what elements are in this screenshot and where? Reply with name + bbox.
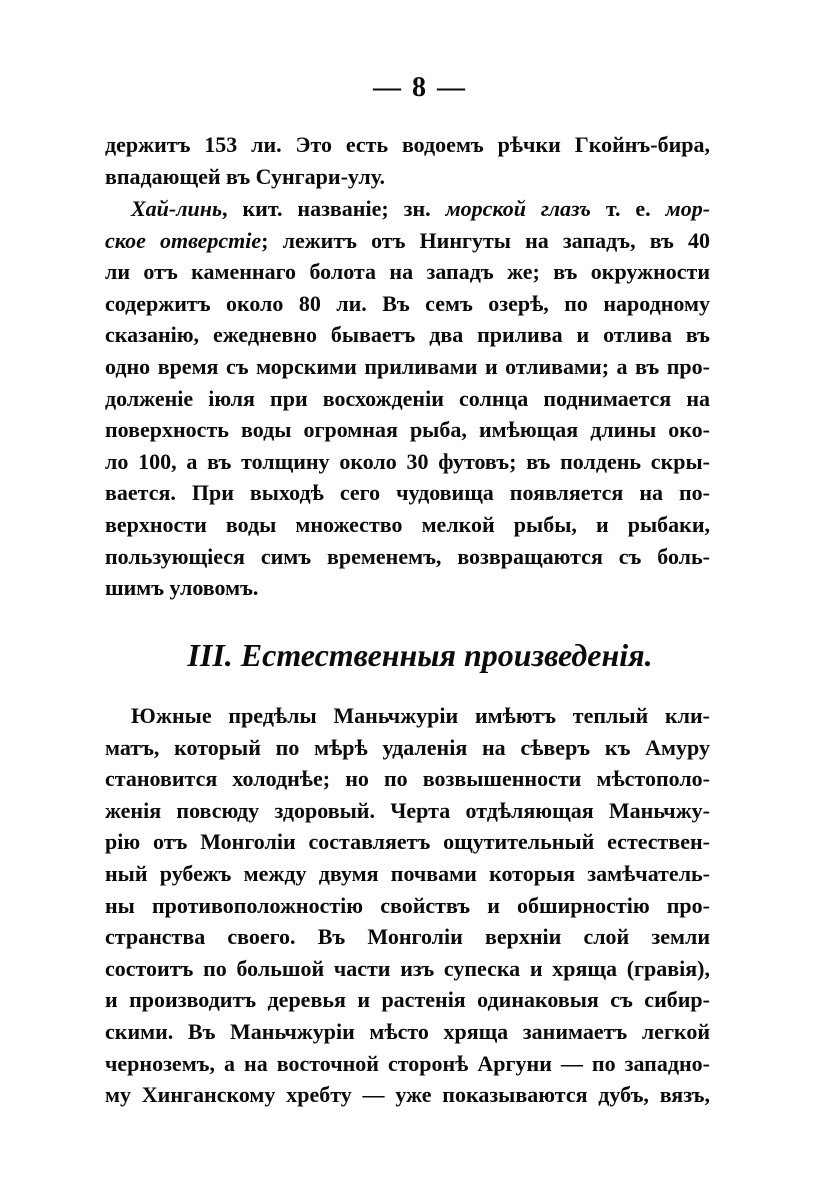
section-heading: III. Естественныя произведенія.: [187, 637, 653, 673]
paragraph-continuation: [105, 129, 710, 192]
text-line: долженіе іюля при восхожденіи солнца поднимается на: [105, 385, 710, 411]
italic-term: Хай-линь: [131, 196, 223, 221]
text-line: скими. Въ Маньчжуріи мѣсто хряща занимаетъ легкой: [105, 1018, 710, 1044]
text-line: Южные предѣлы Маньчжуріи имѣютъ теплый кли-: [131, 703, 710, 728]
text-line: [105, 193, 710, 225]
text-line: ный рубежъ между двумя почвами которыя замѣчатель-: [105, 860, 710, 886]
text-fragment: т. е.: [605, 196, 651, 221]
paragraph-hai-lin: [105, 193, 710, 604]
text-line: состоитъ по большой части изъ супеска и хряща (гравія),: [105, 955, 710, 981]
text-line: ло 100, а въ толщину около 30 футовъ; въ полдень скры-: [105, 448, 710, 474]
text-fragment: , кит. названіе; зн.: [222, 196, 431, 221]
italic-term: мор-: [665, 196, 711, 221]
text-line: содержитъ около 80 ли. Въ семъ озерѣ, по народному: [105, 290, 710, 316]
text-line: пользующіеся симъ временемъ, возвращаются съ боль-: [105, 543, 710, 569]
text-line: поверхность воды огромная рыба, имѣющая длины око-: [105, 417, 710, 443]
text-line: и производитъ деревья и растенія одинаковыя съ сибир-: [105, 987, 710, 1013]
italic-term: ское отверстіе: [105, 227, 262, 253]
text-line: сказанію, ежедневно бываетъ два прилива и отлива въ: [105, 322, 710, 348]
text-line: вается. При выходѣ сего чудовища появляется на по-: [105, 480, 710, 506]
text-line: ли отъ каменнаго болота на западъ же; въ окружности: [105, 259, 710, 285]
text-line: рію отъ Монголіи составляетъ ощутительный естествен-: [105, 829, 710, 855]
text-line: становится холоднѣе; но по возвышенности мѣстополо-: [105, 766, 710, 792]
text-line: матъ, который по мѣрѣ удаленія на сѣверъ къ Амуру: [105, 734, 710, 760]
italic-term: морской глазъ: [445, 196, 591, 221]
text-line: держитъ 153 ли. Это есть водоемъ рѣчки Гкойнъ-бира,: [105, 132, 710, 157]
text-fragment: ; лежитъ отъ Нингуты на западъ, въ 40: [261, 227, 710, 253]
text-line: ны противоположностію свойствъ и обширностію про-: [105, 892, 710, 918]
text-line: странства своего. Въ Монголіи верхніи слой земли: [105, 924, 710, 950]
text-line: черноземъ, а на восточной сторонѣ Аргуни — по западно-: [105, 1050, 710, 1076]
text-line: верхности воды множество мелкой рыбы, и рыбаки,: [105, 511, 710, 537]
text-line: [105, 225, 710, 257]
paragraph-natural-products: [105, 700, 710, 1111]
text-line: шимъ уловомъ.: [105, 575, 259, 601]
page-number: — 8 —: [373, 72, 467, 103]
text-line: му Хинганскому хребту — уже показываются дубъ, вязъ,: [105, 1082, 710, 1108]
text-line: одно время съ морскими приливами и отливами; а въ про-: [105, 353, 710, 379]
text-line: впадающей въ Сунгари-улу.: [105, 163, 386, 189]
text-line: женія повсюду здоровый. Черта отдѣляющая Маньчжу-: [105, 797, 710, 823]
